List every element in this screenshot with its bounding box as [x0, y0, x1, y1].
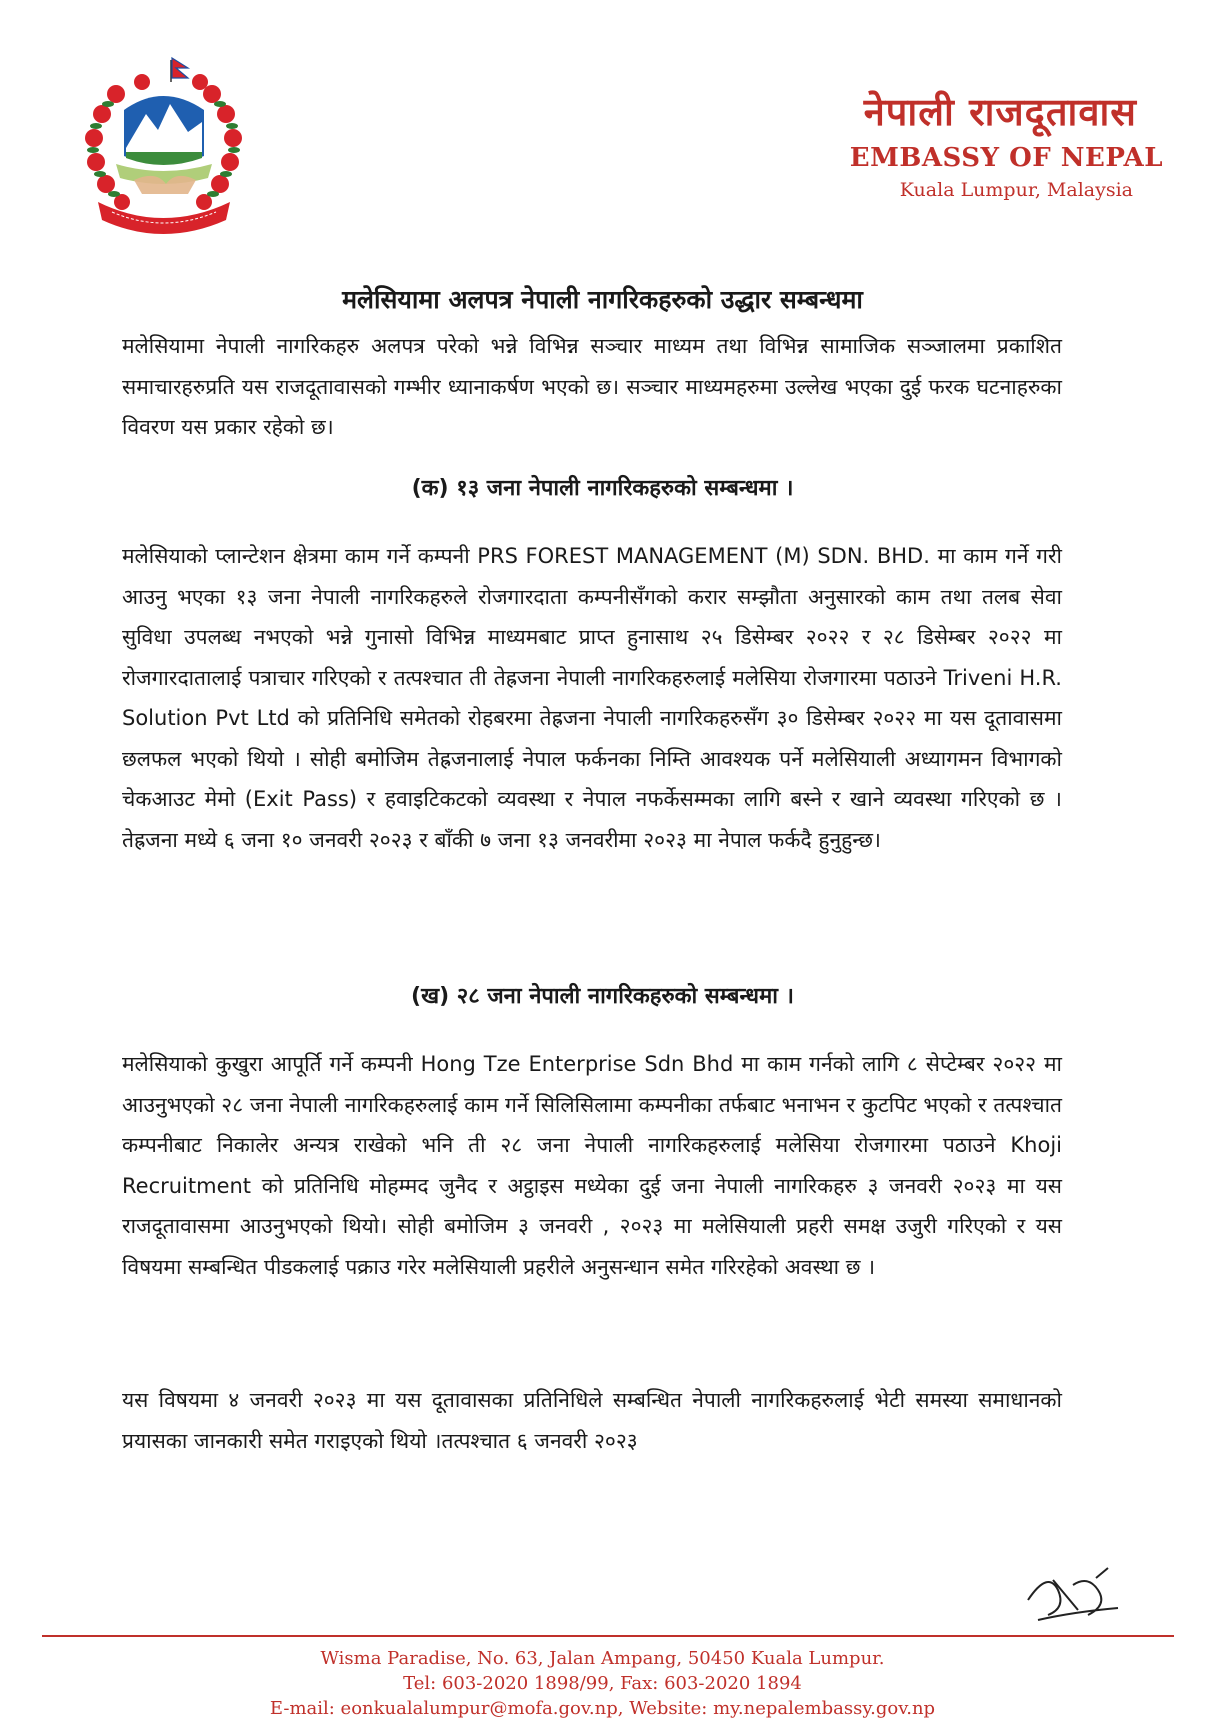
footer-contact: E-mail: eonkualalumpur@mofa.gov.np, Website: my.nepalembassy.gov.np [269, 1698, 936, 1719]
letterhead [603, 88, 1163, 204]
embassy-location: Kuala Lumpur, Malaysia [899, 179, 1133, 201]
intro-paragraph: मलेसियामा नेपाली नागरिकहरु अलपत्र परेको भन्ने विभिन्न सञ्चार माध्यम तथा विभिन्न सामाजिक सञ्जालमा प्रकाशित समाचारहरुप्रति यस राजदूतावासको गम्भीर ध्यानाकर्षण भएको छ। सञ्चार माध्यमहरुमा उल्लेख भएका दुई फरक घटनाहरुका विवरण यस प्रकार रहेको छ। [122, 334, 1062, 439]
footer-divider [42, 1635, 1174, 1637]
footer-address: Wisma Paradise, No. 63, Jalan Ampang, 50450 Kuala Lumpur. [320, 1648, 885, 1669]
nepal-emblem-icon [76, 52, 251, 235]
document-title: मलेसियामा अलपत्र नेपाली नागरिकहरुको उद्धार सम्बन्धमा [342, 285, 863, 314]
signature-icon [1018, 1560, 1128, 1630]
section-a-heading: (क) १३ जना नेपाली नागरिकहरुको सम्बन्धमा । [411, 476, 794, 501]
closing-paragraph: यस विषयमा ४ जनवरी २०२३ मा यस दूतावासका प्रतिनिधिले सम्बन्धित नेपाली नागरिकहरुलाई भेटी समस्या समाधानको प्रयासका जानकारी समेत गराइएको थियो ।तत्पश्चात ६ जनवरी २०२३ [122, 1388, 1062, 1453]
embassy-name-english: EMBASSY OF NEPAL [849, 143, 1163, 173]
section-a-paragraph: मलेसियाको प्लान्टेशन क्षेत्रमा काम गर्ने कम्पनी PRS FOREST MANAGEMENT (M) SDN. BHD. मा काम गर्ने गरी आउनु भएका १३ जना नेपाली नागरिकहरुले रोजगारदाता कम्पनीसँगको करार सम्झौता अनुसारको काम तथा तलब सेवा सुविधा उपलब्ध नभएको भन्ने गुनासो विभिन्न माध्यमबाट प्राप्त हुनासाथ २५ डिसेम्बर २०२२ र २८ डिसेम्बर २०२२ मा रोजगारदातालाई पत्राचार गरिएको र तत्पश्चात ती तेह्रजना नेपाली नागरिकहरुलाई मलेसिया रोजगारमा पठाउने Triveni H.R. Solution Pvt Ltd को प्रतिनिधि समेतको रोहबरमा तेह्रजना नेपाली नागरिकहरुसँग ३० डिसेम्बर २०२२ मा यस दूतावासमा छलफल भएको थियो । सोही बमोजिम तेह्रजनालाई नेपाल फर्कनका निम्ति आवश्यक पर्ने मलेसियाली अध्यागमन विभागको चेकआउट मेमो (Exit Pass) र हवाइटिकटको व्यवस्था र नेपाल नफर्केसम्मका लागि बस्ने र खाने व्यवस्था गरिएको छ । तेह्रजना मध्ये ६ जना १० जनवरी २०२३ र बाँकी ७ जना १३ जनवरीमा २०२३ मा नेपाल फर्कदै हुनुहुन्छ। [122, 544, 1062, 852]
footer [0, 1646, 1205, 1721]
embassy-name-nepali: नेपाली राजदूतावास [863, 89, 1137, 134]
section-b-paragraph: मलेसियाको कुखुरा आपूर्ति गर्ने कम्पनी Hong Tze Enterprise Sdn Bhd मा काम गर्नको लागि ८ सेप्टेम्बर २०२२ मा आउनुभएको २८ जना नेपाली नागरिकहरुलाई काम गर्ने सिलिसिलामा कम्पनीका तर्फबाट भनाभन र कुटपिट भएको र तत्पश्चात कम्पनीबाट निकालेर अन्यत्र राखेको भनि ती २८ जना नेपाली नागरिकहरुलाई मलेसिया रोजगारमा पठाउने Khoji Recruitment को प्रतिनिधि मोहम्मद जुनैद र अट्ठाइस मध्येका दुई जना नेपाली नागरिकहरु ३ जनवरी २०२३ मा यस राजदूतावासमा आउनुभएको थियो। सोही बमोजिम ३ जनवरी , २०२३ मा मलेसियाली प्रहरी समक्ष उजुरी गरिएको र यस विषयमा सम्बन्धित पीडकलाई पक्राउ गरेर मलेसियाली प्रहरीले अनुसन्धान समेत गरिरहेको अवस्था छ । [122, 1052, 1062, 1279]
section-b-heading: (ख) २८ जना नेपाली नागरिकहरुको सम्बन्धमा । [411, 984, 794, 1009]
footer-phone: Tel: 603-2020 1898/99, Fax: 603-2020 1894 [403, 1673, 802, 1694]
